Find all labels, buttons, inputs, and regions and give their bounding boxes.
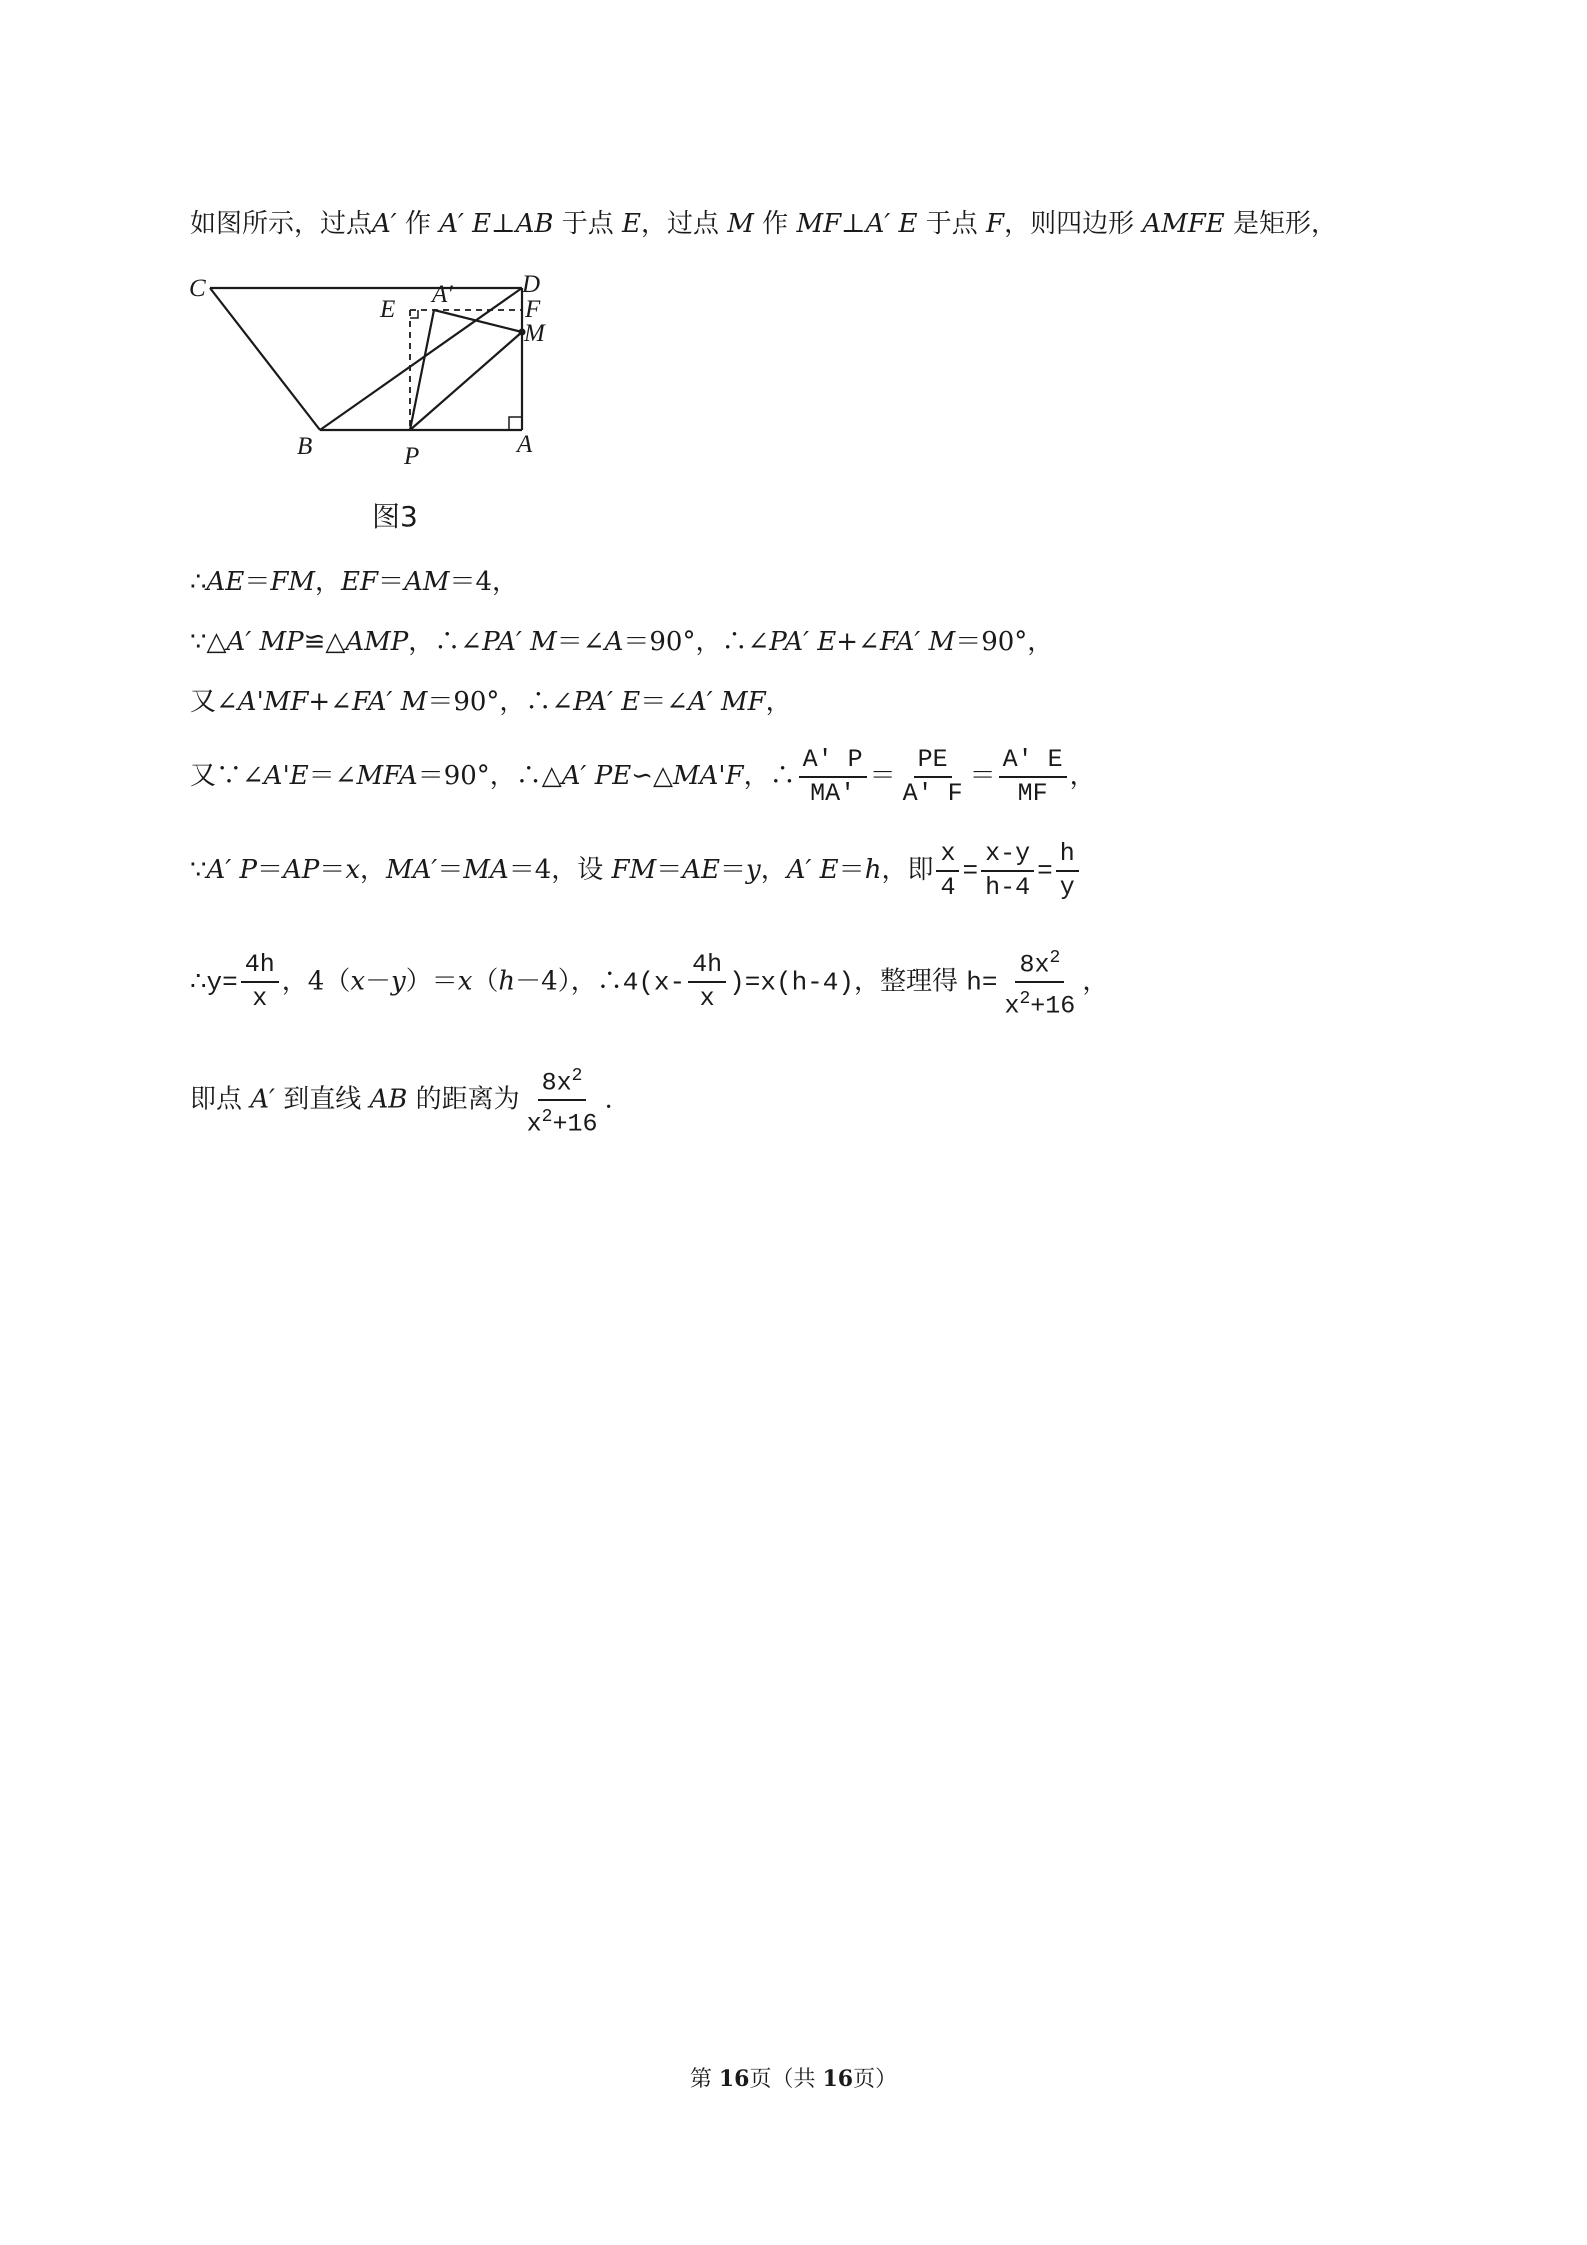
fraction-ap-over-ma: $\frac{A' P}{MA'}$ — [799, 744, 867, 810]
fraction-ae-over-mf: $\frac{A' E}{MF}$ — [999, 744, 1067, 810]
fraction-x-over-4: $\frac{x}{4}$ — [936, 838, 959, 904]
page-number: 16 — [718, 2066, 750, 2092]
page-footer: 第 16页（共 16页） — [689, 2066, 898, 2092]
solution-line-4: 又∠A'MF+∠FA′ M＝90°，∴∠PA′ E＝∠A′ MF， — [190, 687, 792, 717]
fraction-h-over-y: $\frac{h}{y}$ — [1056, 838, 1079, 904]
solution-line-7: ∴y= $\frac{4h}{x}$ ，4（x－y）＝x（h－4），∴4(x- $\frac{4h}{x}$ )=x(h-4)，整理得 h= $\frac{8x^2}{x^2+16}$ ， — [190, 942, 1108, 1023]
segment-A-prime-M — [434, 310, 522, 332]
total-pages: 16 — [822, 2066, 854, 2092]
solution-line-2: ∴AE＝FM，EF＝AM＝4， — [190, 567, 519, 597]
fraction-4h-over-x-2: $\frac{4h}{x}$ — [688, 949, 726, 1015]
label-P: P — [404, 443, 420, 468]
label-F: F — [525, 296, 541, 323]
solution-line-8: 即点 A′ 到直线 AB 的距离为 $\frac{8x^2}{x^2+16}$ . — [190, 1060, 613, 1141]
label-A: A — [517, 431, 533, 458]
segment-CB — [210, 288, 320, 430]
solution-line-3: ∵△A′ MP≌△AMP，∴∠PA′ M＝∠A＝90°，∴∠PA′ E+∠FA′ M＝90°， — [190, 627, 1054, 657]
label-B: B — [297, 433, 313, 460]
label-A-prime: A′ — [432, 281, 453, 308]
fraction-4h-over-x: $\frac{4h}{x}$ — [241, 949, 279, 1015]
right-angle-A — [509, 417, 522, 430]
fraction-answer: $\frac{8x^2}{x^2+16}$ — [523, 1060, 602, 1141]
right-angle-E — [410, 310, 418, 318]
geometry-figure-3 — [185, 268, 585, 468]
figure-caption: 图3 — [372, 500, 418, 533]
label-C: C — [189, 275, 206, 302]
solution-line-1: 如图所示，过点A′ 作 A′ E⊥AB 于点 E，过点 M 作 MF⊥A′ E 于点 F，则四边形 AMFE 是矩形， — [190, 209, 1338, 239]
fraction-8x2-over-x2-16: $\frac{8x^2}{x^2+16}$ — [1000, 942, 1079, 1023]
fraction-pe-over-af: $\frac{PE}{A' F}$ — [902, 745, 963, 808]
solution-line-5: 又∵∠A'E＝∠MFA＝90°，∴△A′ PE∽△MA'F，∴ $\frac{A' P}{MA'}$ ＝ $\frac{PE}{A' F}$ ＝ $\frac{A' E}{MF}$ ， — [190, 745, 1096, 808]
solution-line-6: ∵A′ P＝AP＝x，MA′＝MA＝4，设 FM＝AE＝y，A′ E＝h，即 $\frac{x}{4}$ = $\frac{x-y}{h-4}$ = $\frac{h}{y}$ — [190, 838, 1082, 904]
label-M: M — [524, 320, 545, 347]
fraction-xy-over-h4: $\frac{x-y}{h-4}$ — [981, 838, 1034, 904]
label-E: E — [380, 296, 396, 323]
label-D: D — [522, 271, 541, 298]
